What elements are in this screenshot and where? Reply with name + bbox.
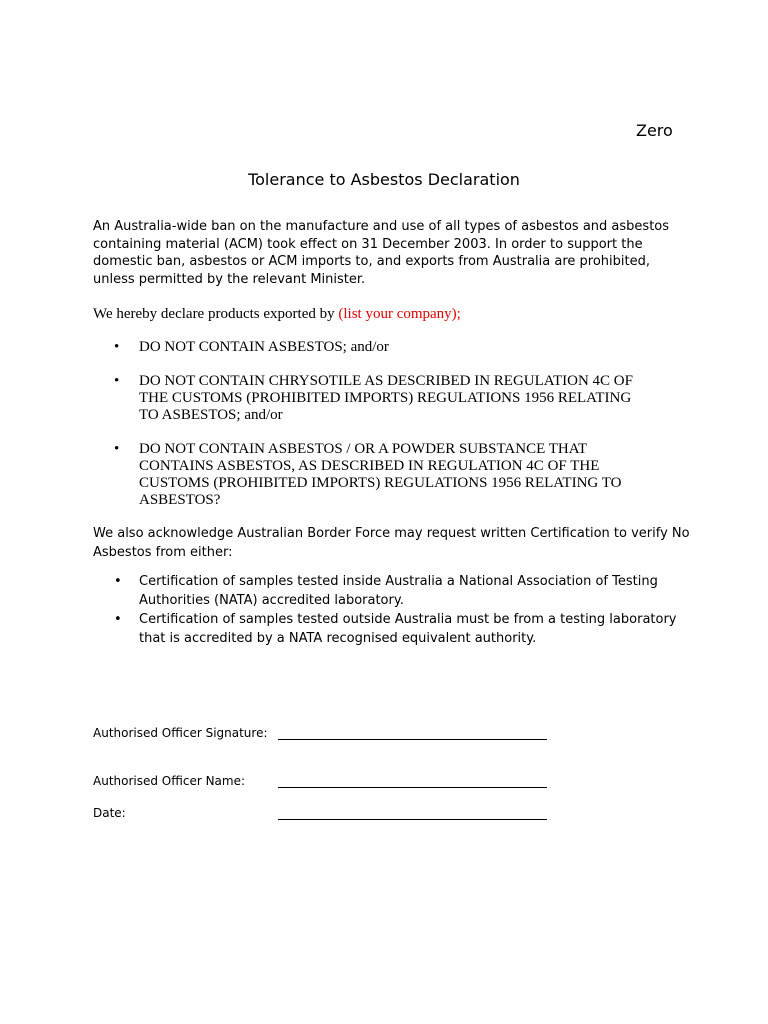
list-item bbox=[93, 610, 683, 648]
acknowledgement-paragraph bbox=[93, 524, 690, 562]
list-item-line: that is accredited by a NATA recognised equivalent authority. bbox=[139, 631, 537, 646]
list-item-line: DO NOT CONTAIN ASBESTOS / OR A POWDER SUBSTANCE THAT bbox=[139, 441, 588, 457]
list-item-line: Authorities (NATA) accredited laboratory. bbox=[139, 593, 404, 608]
signature-line[interactable] bbox=[278, 739, 547, 740]
certification-list bbox=[93, 572, 683, 648]
bullet-icon: • bbox=[114, 441, 120, 457]
officer-name-label: Authorised Officer Name: bbox=[93, 774, 246, 788]
list-item-line: Certification of samples tested outside Australia must be from a testing laboratory bbox=[139, 612, 677, 627]
list-item-line: TO ASBESTOS; and/or bbox=[139, 407, 283, 423]
list-item-line: CUSTOMS (PROHIBITED IMPORTS) REGULATIONS 1956 RELATING TO bbox=[139, 475, 622, 491]
list-item bbox=[93, 572, 683, 610]
list-item bbox=[93, 441, 683, 509]
bullet-icon: • bbox=[114, 339, 120, 355]
company-placeholder: (list your company); bbox=[338, 306, 461, 322]
bullet-icon: • bbox=[114, 574, 122, 589]
officer-name-line[interactable] bbox=[278, 787, 547, 788]
intro-paragraph bbox=[93, 218, 673, 288]
declaration-statement bbox=[93, 305, 461, 323]
intro-line: An Australia-wide ban on the manufacture and use of all types of asbestos and asbestos bbox=[93, 219, 670, 234]
acknowledgement-line: Asbestos from either: bbox=[93, 545, 233, 560]
intro-line: unless permitted by the relevant Minister. bbox=[93, 271, 366, 287]
signature-row bbox=[93, 725, 553, 745]
bullet-icon: • bbox=[114, 373, 120, 389]
document-title: Tolerance to Asbestos Declaration bbox=[248, 170, 520, 189]
list-item-line: ASBESTOS? bbox=[139, 492, 221, 508]
date-row bbox=[93, 805, 553, 825]
list-item-line: THE CUSTOMS (PROHIBITED IMPORTS) REGULATIONS 1956 RELATING bbox=[139, 390, 632, 406]
date-label: Date: bbox=[93, 806, 126, 820]
bullet-icon: • bbox=[114, 612, 122, 627]
heading-zero: Zero bbox=[636, 121, 673, 140]
list-item bbox=[93, 339, 683, 356]
list-item-line: DO NOT CONTAIN ASBESTOS; and/or bbox=[139, 339, 389, 355]
intro-line: containing material (ACM) took effect on 31 December 2003. In order to support the bbox=[93, 236, 643, 252]
signature-label: Authorised Officer Signature: bbox=[93, 726, 268, 740]
list-item-line: CONTAINS ASBESTOS, AS DESCRIBED IN REGULATION 4C OF THE bbox=[139, 458, 600, 474]
officer-name-row bbox=[93, 773, 553, 793]
list-item-line: Certification of samples tested inside Australia a National Association of Testing bbox=[139, 574, 658, 589]
date-line[interactable] bbox=[278, 819, 547, 820]
list-item-line: DO NOT CONTAIN CHRYSOTILE AS DESCRIBED IN REGULATION 4C OF bbox=[139, 373, 633, 389]
acknowledgement-line: We also acknowledge Australian Border Force may request written Certification to verify No bbox=[93, 526, 690, 541]
declaration-prefix: We hereby declare products exported by bbox=[93, 306, 339, 322]
list-item bbox=[93, 373, 683, 424]
declaration-list bbox=[93, 339, 683, 509]
intro-line: domestic ban, asbestos or ACM imports to, and exports from Australia are prohibited, bbox=[93, 254, 650, 269]
